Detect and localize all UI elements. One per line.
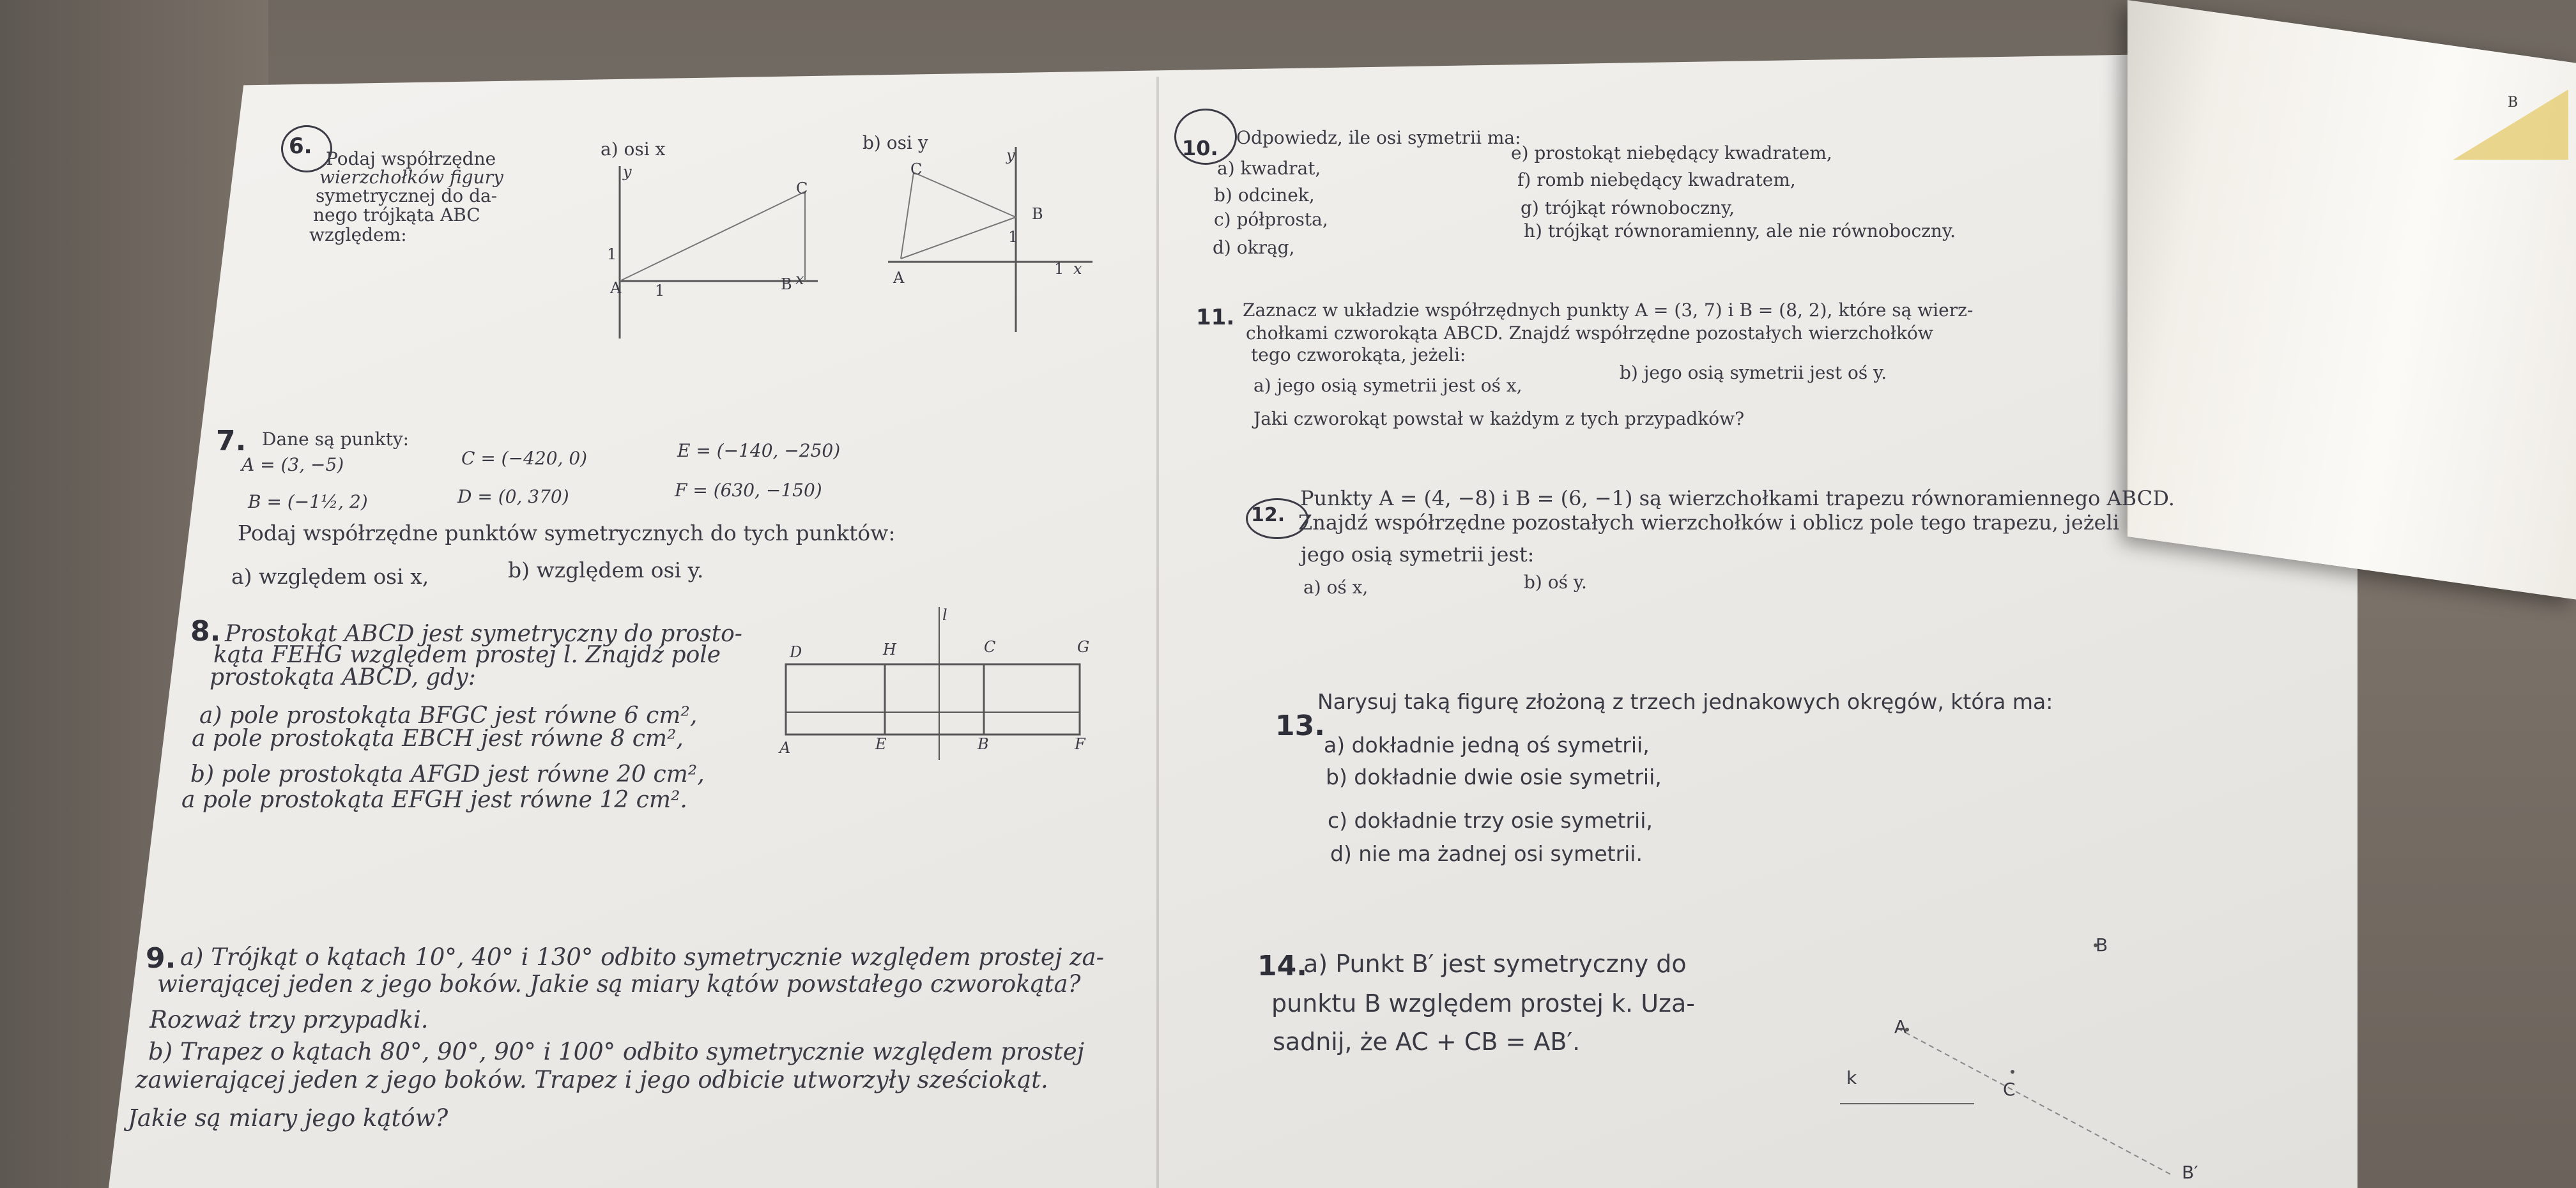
task10-item-e: e) prostokąt niebędący kwadratem, — [1511, 142, 1832, 164]
task8-label-A: A — [779, 739, 791, 757]
task10-item-c: c) półprosta, — [1214, 209, 1328, 230]
task9-line: zawierającej jeden z jego boków. Trapez i jego odbicie utworzyły sześciokąt. — [135, 1066, 1048, 1093]
task12-option-a: a) oś x, — [1303, 577, 1368, 598]
task7-question: Podaj współrzędne punktów symetrycznych do tych punktów: — [238, 521, 896, 545]
graph-b-tick-y: 1 — [1008, 228, 1018, 246]
task8-line: prostokąta ABCD, gdy: — [210, 664, 476, 690]
task13-item-c: c) dokładnie trzy osie symetrii, — [1328, 808, 1653, 833]
task7-point-A: A = (3, −5) — [241, 454, 344, 475]
task6-line: nego trójkąta ABC — [313, 204, 480, 225]
task8-label-G: G — [1077, 638, 1090, 656]
graph-b-tick-x: 1 — [1054, 260, 1064, 278]
task11-line: Zaznacz w układzie współrzędnych punkty A = (3, 7) i B = (8, 2), które są wierz- — [1243, 300, 1974, 321]
task11-line: tego czworokąta, jeżeli: — [1251, 344, 1466, 365]
task6-line: względem: — [309, 224, 407, 245]
task13-item-b: b) dokładnie dwie osie symetrii, — [1326, 765, 1662, 789]
task6-number: 6. — [289, 133, 312, 159]
task9-line: Jakie są miary jego kątów? — [128, 1104, 448, 1132]
task10-number: 10. — [1182, 136, 1218, 160]
task8-label-F: F — [1075, 735, 1085, 753]
graph-b-axis-x: x — [1073, 260, 1082, 278]
page-fold — [1156, 77, 1159, 1188]
task8-label-E: E — [875, 735, 887, 753]
task7-number: 7. — [216, 425, 247, 457]
task14-label-B: B — [2096, 934, 2108, 956]
graph-b-label-C: C — [910, 160, 923, 178]
task6-line: wierzchołków figury — [319, 167, 503, 188]
graph-a-title: a) osi x — [601, 139, 666, 160]
task10-item-b: b) odcinek, — [1214, 185, 1315, 206]
task12-line: Punkty A = (4, −8) i B = (6, −1) są wierzchołkami trapezu równoramiennego ABCD. — [1300, 486, 2175, 510]
task6-line: symetrycznej do da- — [316, 185, 498, 206]
task13-item-a: a) dokładnie jedną oś symetrii, — [1324, 733, 1650, 758]
task14-label-C: C — [2003, 1079, 2016, 1100]
task7-option-b: b) względem osi y. — [508, 558, 704, 583]
task9-line: b) Trapez o kątach 80°, 90°, 90° i 100° odbito symetrycznie względem prostej — [148, 1038, 1085, 1065]
task8-line: kąta FEHG względem prostej l. Znajdź pole — [213, 642, 721, 668]
task8-line: a pole prostokąta EFGH jest równe 12 cm². — [181, 787, 687, 813]
set-square-label: B — [2508, 95, 2518, 110]
graph-b-label-A: A — [893, 269, 905, 287]
task14-label-k: k — [1846, 1067, 1857, 1088]
graph-a-tick-y: 1 — [607, 245, 617, 263]
task12-line: Znajdź współrzędne pozostałych wierzchołków i oblicz pole tego trapezu, jeżeli — [1298, 510, 2120, 535]
task12-option-b: b) oś y. — [1524, 572, 1587, 593]
task8-line: a) pole prostokąta BFGC jest równe 6 cm², — [199, 703, 698, 729]
task8-line-l: l — [942, 606, 947, 624]
task9-number: 9. — [146, 942, 176, 975]
task8-label-D: D — [790, 643, 802, 661]
graph-a-label-C: C — [796, 179, 808, 197]
task8-label-C: C — [984, 638, 996, 656]
task7-intro: Dane są punkty: — [262, 429, 410, 450]
graph-b-axis-y: y — [1006, 146, 1015, 164]
task7-option-a: a) względem osi x, — [231, 564, 429, 589]
task8-line: b) pole prostokąta AFGD jest równe 20 cm², — [190, 761, 705, 788]
task14-number: 14. — [1257, 950, 1307, 982]
task8-label-B: B — [977, 735, 989, 753]
task14-figure — [1827, 926, 2185, 1188]
task8-number: 8. — [190, 615, 221, 648]
graph-a-axis-y: y — [623, 163, 632, 181]
task11-option-a: a) jego osią symetrii jest oś x, — [1254, 375, 1522, 396]
task10-intro: Odpowiedz, ile osi symetrii ma: — [1236, 127, 1521, 148]
graph-b-label-B: B — [1032, 205, 1043, 223]
task7-point-C: C = (−420, 0) — [461, 448, 588, 469]
task8-line: Prostokąt ABCD jest symetryczny do prosto- — [225, 621, 742, 647]
task11-number: 11. — [1196, 305, 1235, 330]
graph-a — [594, 163, 824, 339]
task11-question: Jaki czworokąt powstał w każdym z tych przypadków? — [1254, 408, 1745, 429]
task8-label-H: H — [883, 641, 896, 659]
task7-point-E: E = (−140, −250) — [677, 440, 841, 461]
task10-item-h: h) trójkąt równoramienny, ale nie równoboczny. — [1524, 220, 1956, 241]
task7-point-D: D = (0, 370) — [457, 486, 569, 507]
task9-line: wierającej jeden z jego boków. Jakie są miary kątów powstałego czworokąta? — [157, 970, 1081, 998]
task13-number: 13. — [1275, 710, 1325, 742]
task14-line: sadnij, że AC + CB = AB′. — [1273, 1028, 1581, 1056]
task7-point-F: F = (630, −150) — [675, 480, 822, 501]
graph-a-axis-x: x — [795, 270, 804, 288]
task13-intro: Narysuj taką figurę złożoną z trzech jednakowych okręgów, która ma: — [1317, 689, 2053, 714]
task14-line: punktu B względem prostej k. Uza- — [1271, 989, 1695, 1017]
task14-line: a) Punkt B′ jest symetryczny do — [1303, 950, 1687, 978]
task13-item-d: d) nie ma żadnej osi symetrii. — [1330, 841, 1643, 866]
task8-rectangles — [779, 607, 1099, 773]
graph-a-label-B: B — [781, 275, 792, 293]
task9-line: Rozważ trzy przypadki. — [150, 1006, 429, 1033]
task11-option-b: b) jego osią symetrii jest oś y. — [1620, 362, 1887, 383]
task10-item-d: d) okrąg, — [1213, 237, 1295, 258]
task12-number: 12. — [1251, 504, 1285, 526]
task11-line: chołkami czworokąta ABCD. Znajdź współrzędne pozostałych wierzchołków — [1246, 323, 1933, 344]
task8-line: a pole prostokąta EBCH jest równe 8 cm², — [192, 726, 684, 752]
task12-line: jego osią symetrii jest: — [1301, 542, 1535, 567]
task9-line: a) Trójkąt o kątach 10°, 40° i 130° odbito symetrycznie względem prostej za- — [180, 943, 1105, 971]
graph-a-tick-x: 1 — [655, 282, 665, 300]
task6-line: Podaj współrzędne — [326, 148, 496, 169]
graph-b-title: b) osi y — [862, 132, 928, 153]
task10-item-g: g) trójkąt równoboczny, — [1521, 197, 1735, 218]
graph-a-label-A: A — [610, 279, 622, 297]
task14-label-B-prime: B′ — [2182, 1162, 2198, 1183]
task10-item-f: f) romb niebędący kwadratem, — [1517, 169, 1796, 190]
task10-item-a: a) kwadrat, — [1217, 158, 1321, 179]
task7-point-B: B = (−1½, 2) — [248, 491, 368, 512]
task14-label-A: A — [1894, 1016, 1907, 1037]
